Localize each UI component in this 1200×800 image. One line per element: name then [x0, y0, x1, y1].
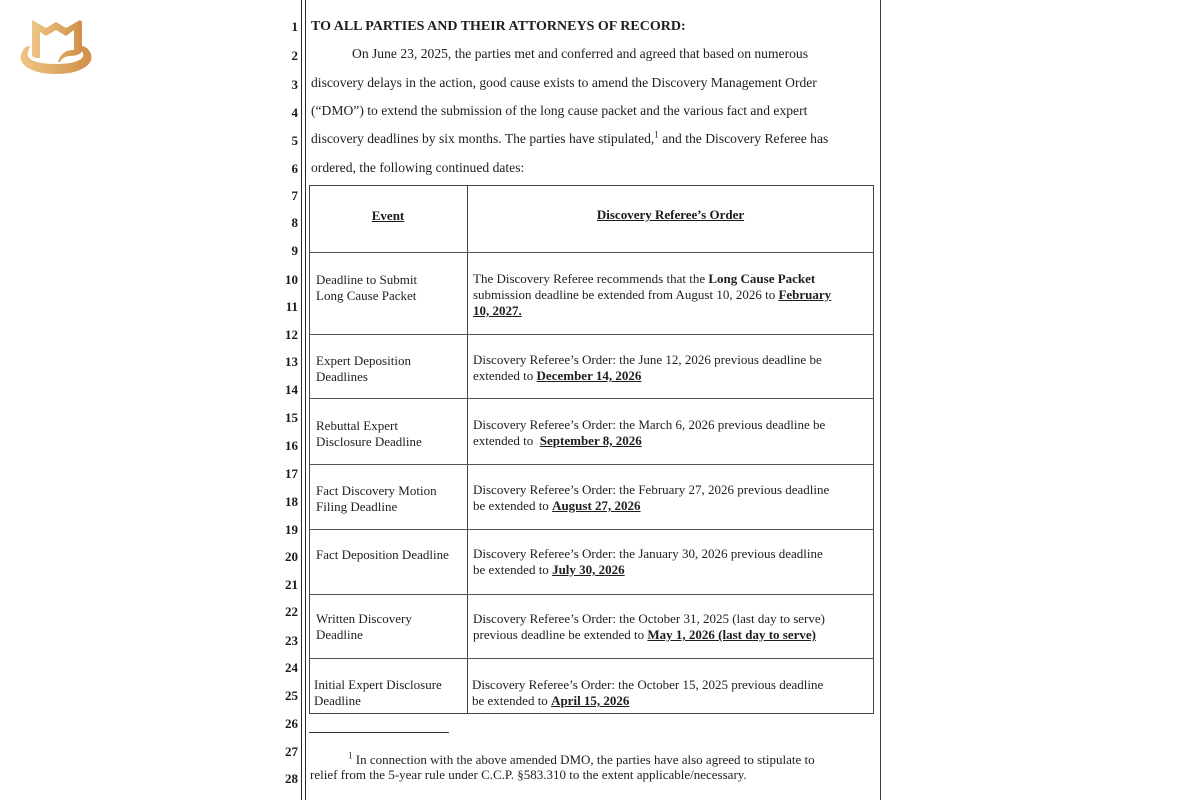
line-number: 4	[291, 105, 298, 120]
line-number: 25	[285, 688, 298, 703]
line-number: 11	[285, 299, 298, 314]
document-heading: TO ALL PARTIES AND THEIR ATTORNEYS OF RECORD:	[311, 19, 686, 34]
table-header-order: Discovery Referee’s Order	[596, 207, 745, 222]
new-deadline-date: August 27, 2026	[552, 498, 641, 513]
order-text: be extended to	[473, 562, 553, 577]
line-number: 13	[285, 354, 298, 369]
line-number: 15	[285, 410, 298, 425]
new-deadline-date: July 30, 2026	[552, 562, 625, 577]
line-number: 20	[285, 549, 298, 564]
event-text: Rebuttal Expert	[316, 418, 398, 433]
gold-hat-logo-icon	[14, 12, 98, 78]
event-cell	[316, 611, 464, 643]
order-cell	[473, 352, 869, 384]
event-cell	[316, 483, 464, 515]
order-cell	[472, 677, 868, 709]
order-text-bold: Long Cause Packet	[708, 271, 816, 286]
order-text: Discovery Referee’s Order: the October 15, 2025 previous deadline	[472, 677, 824, 692]
table-row-divider	[309, 529, 874, 530]
order-cell	[473, 271, 869, 319]
paragraph-line: discovery delays in the action, good cause exists to amend the Discovery Management Order	[311, 75, 817, 90]
order-text: Discovery Referee’s Order: the January 30, 2026 previous deadline	[473, 546, 823, 561]
event-cell	[316, 418, 464, 450]
footnote-text: In connection with the above amended DMO, the parties have also agreed to stipulate to	[352, 752, 815, 767]
footnote-separator	[309, 732, 449, 733]
line-number: 22	[285, 604, 298, 619]
event-text: Deadline	[316, 627, 363, 642]
event-text: Fact Discovery Motion	[316, 483, 437, 498]
footnote-mark: 1	[348, 750, 353, 761]
table-header-event: Event	[371, 208, 405, 223]
paragraph-text: and the Discovery Referee has	[658, 131, 829, 146]
line-number: 3	[291, 77, 298, 92]
line-number: 9	[291, 243, 298, 258]
line-number: 24	[285, 660, 298, 675]
line-number: 27	[285, 744, 298, 759]
event-text: Fact Deposition Deadline	[316, 547, 449, 562]
line-number: 17	[285, 466, 298, 481]
order-text: Discovery Referee’s Order: the October 31, 2025 (last day to serve)	[473, 611, 825, 626]
footnote-line: relief from the 5-year rule under C.C.P. §583.310 to the extent applicable/necessary.	[310, 767, 747, 782]
line-number: 6	[291, 161, 298, 176]
table-row-divider	[309, 658, 874, 659]
paragraph-line: ordered, the following continued dates:	[311, 160, 525, 175]
line-number: 5	[291, 133, 298, 148]
paragraph-text: discovery deadlines by six months. The parties have stipulated,	[311, 131, 655, 146]
line-number: 21	[285, 577, 298, 592]
line-number: 1	[291, 19, 298, 34]
table-row-divider	[309, 594, 874, 595]
event-text: Deadline to Submit	[316, 272, 418, 287]
order-text: Discovery Referee’s Order: the March 6, 2026 previous deadline be	[473, 417, 826, 432]
left-margin-rule-inner	[305, 0, 306, 800]
table-row-divider	[309, 398, 874, 399]
order-cell	[473, 546, 869, 578]
event-cell	[316, 547, 464, 563]
paragraph-line	[311, 131, 828, 147]
line-number: 19	[285, 522, 298, 537]
order-text: previous deadline be extended to	[473, 627, 648, 642]
event-text: Filing Deadline	[316, 499, 398, 514]
line-number: 28	[285, 771, 298, 786]
table-column-divider	[467, 185, 468, 714]
event-text: Written Discovery	[316, 611, 412, 626]
new-deadline-date: December 14, 2026	[536, 368, 642, 383]
event-cell	[314, 677, 466, 709]
event-text: Deadlines	[316, 369, 368, 384]
new-deadline-date: May 1, 2026 (last day to serve)	[647, 627, 816, 642]
order-text: extended to	[473, 433, 540, 448]
order-cell	[473, 611, 869, 643]
new-deadline-date: February	[778, 287, 832, 302]
new-deadline-date: September 8, 2026	[539, 433, 642, 448]
table-row-divider	[309, 252, 874, 253]
line-number: 18	[285, 494, 298, 509]
paragraph-line: On June 23, 2025, the parties met and conferred and agreed that based on numerous	[352, 46, 809, 61]
order-text: Discovery Referee’s Order: the June 12, 2026 previous deadline be	[473, 352, 822, 367]
new-deadline-date: 10, 2027.	[473, 303, 522, 318]
order-text: submission deadline be extended from August 10, 2026 to	[473, 287, 779, 302]
event-cell	[316, 272, 464, 304]
line-number: 16	[285, 438, 298, 453]
line-number: 12	[285, 327, 298, 342]
line-number: 10	[285, 272, 298, 287]
new-deadline-date: April 15, 2026	[551, 693, 630, 708]
order-text: Discovery Referee’s Order: the February 27, 2026 previous deadline	[473, 482, 830, 497]
footnote-reference[interactable]: 1	[654, 129, 659, 140]
event-cell	[316, 353, 464, 385]
line-number: 14	[285, 382, 298, 397]
table-row-divider	[309, 464, 874, 465]
order-text: extended to	[473, 368, 537, 383]
table-row-divider	[309, 334, 874, 335]
event-text: Initial Expert Disclosure	[314, 677, 442, 692]
footnote-line	[348, 752, 815, 768]
event-text: Long Cause Packet	[316, 288, 417, 303]
line-number: 7	[291, 188, 298, 203]
paragraph-line: (“DMO”) to extend the submission of the long cause packet and the various fact and expert	[311, 103, 808, 118]
event-text: Expert Deposition	[316, 353, 411, 368]
line-number: 2	[291, 48, 298, 63]
right-margin-rule	[880, 0, 881, 800]
event-text: Disclosure Deadline	[316, 434, 422, 449]
line-number: 23	[285, 633, 298, 648]
order-cell	[473, 482, 869, 514]
order-cell	[473, 417, 869, 449]
line-number: 8	[291, 215, 298, 230]
order-text: be extended to	[472, 693, 552, 708]
event-text: Deadline	[314, 693, 361, 708]
line-number: 26	[285, 716, 298, 731]
order-text: The Discovery Referee recommends that the	[473, 271, 709, 286]
order-text: be extended to	[473, 498, 553, 513]
left-margin-rule	[301, 0, 302, 800]
